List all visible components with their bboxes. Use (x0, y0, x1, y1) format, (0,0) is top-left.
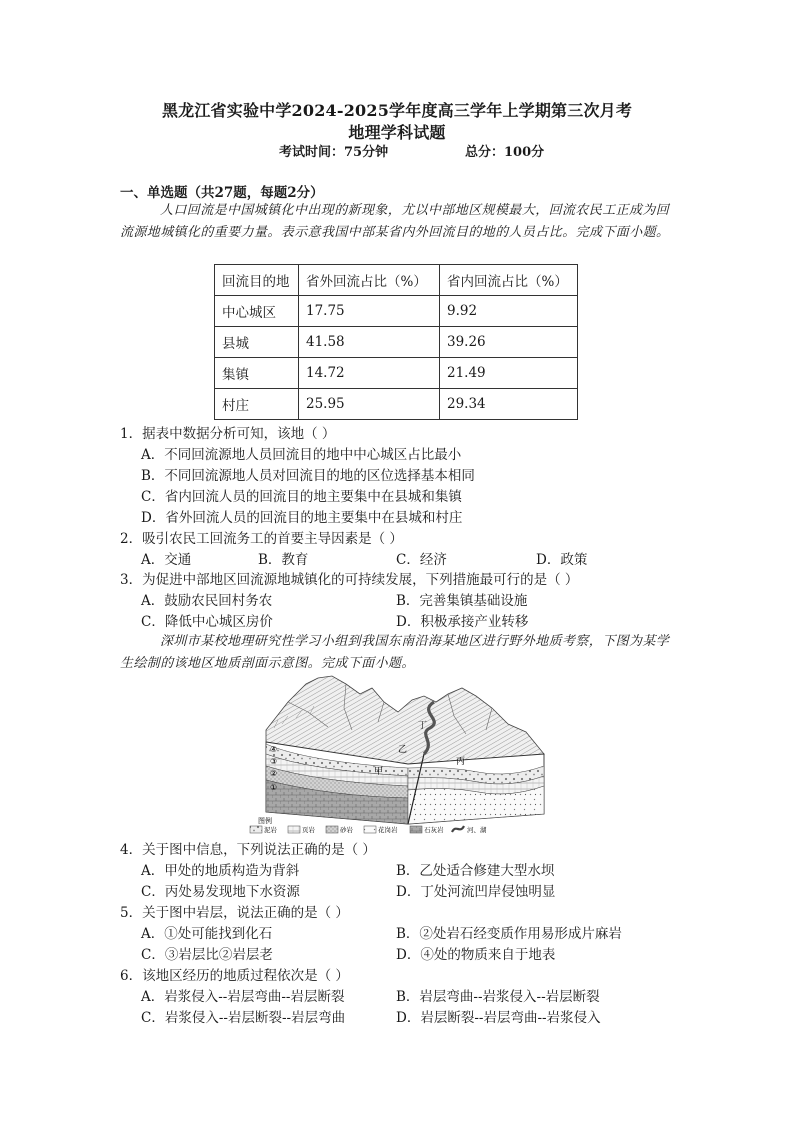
label-jia: 甲 (374, 767, 384, 777)
table-cell: 17.75 (299, 296, 440, 327)
question-4-stem: 4．关于图中信息，下列说法正确的是（ ） (120, 842, 376, 858)
question-3-option-b[interactable]: B．完善集镇基础设施 (396, 593, 528, 609)
question-2-option-b[interactable]: B．教育 (258, 552, 309, 568)
question-2-option-c[interactable]: C．经济 (396, 552, 447, 568)
table-row (215, 327, 578, 358)
question-1-option-c[interactable]: C．省内回流人员的回流目的地主要集中在县城和集镇 (141, 489, 462, 505)
question-4-option-d[interactable]: D．丁处河流凹岸侵蚀明显 (396, 884, 556, 900)
table-cell: 29.34 (440, 389, 578, 420)
table-cell: 村庄 (215, 389, 299, 420)
question-1-stem: 1．据表中数据分析可知，该地（ ） (120, 426, 336, 442)
passage-2: 深圳市某校地理研究性学习小组到我国东南沿海某地区进行野外地质考察，下图为某学生绘制的该地区地质剖面示意图。完成下面小题。 (120, 634, 670, 671)
label-ding: 丁 (418, 721, 428, 731)
question-2-stem: 2．吸引农民工回流务工的首要主导因素是（ ） (120, 531, 403, 547)
question-5-option-d[interactable]: D．④处的物质来自于地表 (396, 947, 556, 963)
question-3-stem: 3．为促进中部地区回流源地城镇化的可持续发展，下列措施最可行的是（ ） (120, 572, 579, 588)
legend-swatch-limestone (410, 826, 422, 833)
question-6-option-d[interactable]: D．岩层断裂--岩层弯曲--岩浆侵入 (396, 1010, 601, 1026)
exam-total-score: 总分：100分 (465, 145, 545, 160)
section-heading: 一、单选题（共27题，每题2分） (120, 185, 324, 201)
label-yi: 乙 (398, 745, 408, 755)
table-cell: 21.49 (440, 358, 578, 389)
question-1-option-a[interactable]: A．不同回流源地人员回流目的地中中心城区占比最小 (141, 447, 462, 463)
table-cell: 41.58 (299, 327, 440, 358)
label-n1: ① (270, 783, 278, 792)
geologic-section-figure (248, 672, 548, 837)
question-5-option-c[interactable]: C．③岩层比②岩层老 (141, 947, 273, 963)
legend-swatch-granite (364, 826, 376, 833)
table-row (215, 358, 578, 389)
table-header-row (215, 265, 578, 296)
legend-swatch-river (452, 826, 464, 832)
legend-title: 图例 (258, 817, 272, 825)
legend-granite: 花岗岩 (378, 826, 398, 834)
table-header: 省外回流占比（%） (299, 265, 440, 296)
legend-sandstone: 砂岩 (340, 826, 353, 834)
data-table (214, 264, 578, 420)
question-1-option-b[interactable]: B．不同回流源地人员对回流目的地的区位选择基本相同 (141, 468, 475, 484)
legend-swatch-shale (288, 826, 300, 833)
question-5-option-b[interactable]: B．②处岩石经变质作用易形成片麻岩 (396, 926, 622, 942)
table-cell: 中心城区 (215, 296, 299, 327)
table-cell: 集镇 (215, 358, 299, 389)
exam-time: 考试时间：75分钟 (279, 145, 389, 160)
question-6-option-b[interactable]: B．岩层弯曲--岩浆侵入--岩层断裂 (396, 989, 600, 1005)
table-cell: 县城 (215, 327, 299, 358)
question-4-option-a[interactable]: A．甲处的地质构造为背斜 (141, 863, 300, 879)
question-5-option-a[interactable]: A．①处可能找到化石 (141, 926, 273, 942)
question-2-option-a[interactable]: A．交通 (141, 552, 192, 568)
question-4-option-c[interactable]: C．丙处易发现地下水资源 (141, 884, 300, 900)
table-header: 回流目的地 (215, 265, 299, 296)
label-n4: ④ (270, 745, 278, 754)
question-2-option-d[interactable]: D．政策 (536, 552, 588, 568)
question-3-option-a[interactable]: A．鼓励农民回村务农 (141, 593, 273, 609)
question-6-stem: 6．该地区经历的地质过程依次是（ ） (120, 968, 349, 984)
label-n3: ③ (270, 757, 278, 766)
exam-subtitle: 地理学科试题 (348, 123, 446, 142)
table-cell: 25.95 (299, 389, 440, 420)
legend-river: 河、湖 (467, 826, 487, 834)
legend-shale: 页岩 (302, 826, 315, 834)
question-5-stem: 5．关于图中岩层，说法正确的是（ ） (120, 905, 349, 921)
table-cell: 14.72 (299, 358, 440, 389)
table-header: 省内回流占比（%） (440, 265, 578, 296)
question-6-option-c[interactable]: C．岩浆侵入--岩层断裂--岩层弯曲 (141, 1010, 346, 1026)
table-row (215, 389, 578, 420)
passage-1: 人口回流是中国城镇化中出现的新现象，尤以中部地区规模最大，回流农民工正成为回流源地城镇化的重要力量。表示意我国中部某省内外回流目的地的人员占比。完成下面小题。 (120, 203, 670, 240)
table-row (215, 296, 578, 327)
question-3-option-d[interactable]: D．积极承接产业转移 (396, 614, 529, 630)
question-3-option-c[interactable]: C．降低中心城区房价 (141, 614, 273, 630)
legend-mudstone: 泥岩 (264, 826, 277, 834)
legend-limestone: 石灰岩 (424, 826, 444, 834)
legend-swatch-mudstone (250, 826, 262, 833)
table-cell: 39.26 (440, 327, 578, 358)
question-4-option-b[interactable]: B．乙处适合修建大型水坝 (396, 863, 555, 879)
legend-swatch-sandstone (326, 826, 338, 833)
label-bing: 丙 (456, 757, 466, 767)
question-1-option-d[interactable]: D．省外回流人员的回流目的地主要集中在县城和村庄 (141, 510, 463, 526)
table-cell: 9.92 (440, 296, 578, 327)
exam-title: 黑龙江省实验中学2024-2025学年度高三学年上学期第三次月考 (161, 101, 633, 120)
question-6-option-a[interactable]: A．岩浆侵入--岩层弯曲--岩层断裂 (141, 989, 345, 1005)
label-n2: ② (270, 769, 278, 778)
